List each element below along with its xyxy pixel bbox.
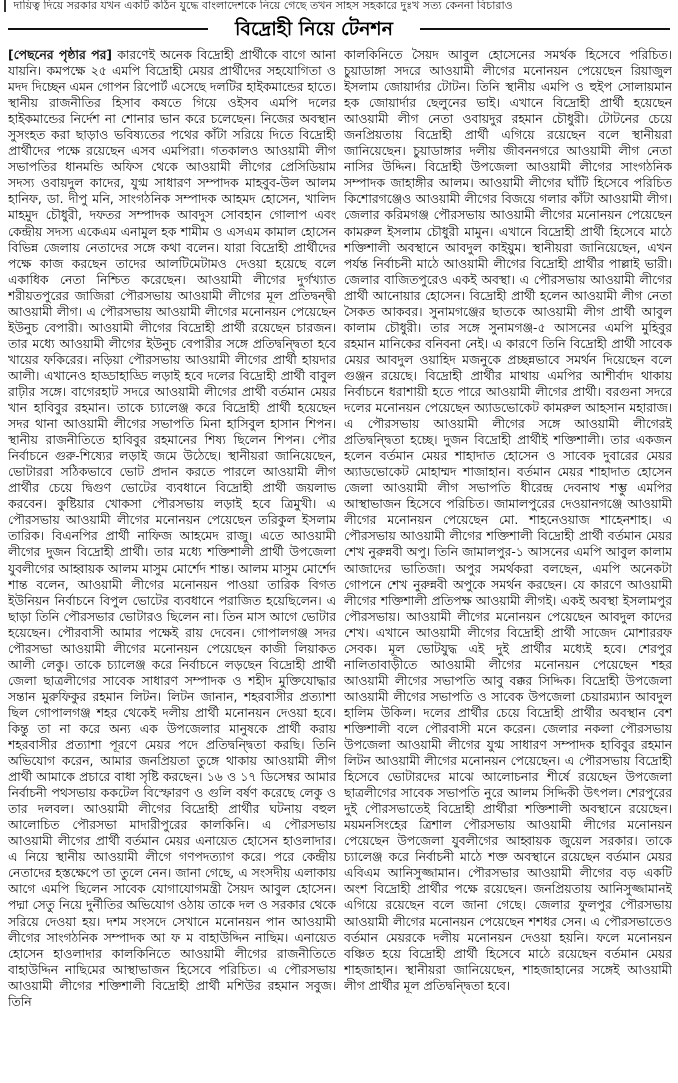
headline-rule-left	[8, 28, 208, 30]
article-paragraph-2	[344, 47, 672, 994]
continued-from-label: [পেছনের পৃষ্ঠার পর]	[8, 48, 113, 62]
article-body	[8, 47, 672, 1079]
column-2-text: কালকিনিতে সৈয়দ আবুল হোসেনের সমর্থক হিসেবে পরিচিত। চুয়াডাঙ্গা সদরে আওয়ামী লীগের মনোনয়ন পেয়েছেন রিয়াজুল ইসলাম জোয়ার্দার টোটন। তিনি স্থানীয় এমপি ও হুইপ সোলায়মান হক জোয়ার্দার ছেলুনের ভাই। এখানে বিদ্রোহী প্রার্থী হয়েছেন আওয়ামী লীগ নেতা ওবায়দুর রহমান চৌধুরী। টোটনের চেয়ে জনপ্রিয়তায় বিদ্রোহী প্রার্থী এগিয়ে রয়েছেন বলে স্থানীয়রা জানিয়েছেন। চুয়াডাঙ্গার দলীয় জীবননগরে আওয়ামী লীগ নেতা নাসির উদ্দিন। বিদ্রোহী উপজেলা আওয়ামী লীগের সাংগঠনিক সম্পাদক জাহাঙ্গীর আলম। আওয়ামী লীগের ঘাঁটি হিসেবে পরিচিত কিশোরগঞ্জেও আওয়ামী লীগের বিজয়ে গলার কাঁটা আওয়ামী লীগ। জেলার করিমগঞ্জ পৌরসভায় আওয়ামী লীগের মনোনয়ন পেয়েছেন কামরুল ইসলাম চৌধুরী মামুন। এখানে বিদ্রোহী প্রার্থী হিসেবে মাঠে শক্তিশালী অবস্থানে আবদুল কাইয়ুম। স্থানীয়রা জানিয়েছেন, এখন পর্যন্ত নির্বাচনী মাঠে আওয়ামী লীগের বিদ্রোহী প্রার্থীর পাল্লাই ভারী। জেলার বাজিতপুরেও একই অবস্থা। এ পৌরসভায় আওয়ামী লীগের প্রার্থী আনোয়ার হোসেন। বিদ্রোহী প্রার্থী হলেন আওয়ামী লীগ নেতা সৈকত আকবর। সুনামগঞ্জের ছাতকে আওয়ামী লীগ প্রার্থী আবুল কালাম চৌধুরী। তার সঙ্গে সুনামগঞ্জ-৫ আসনের এমপি মুহিবুর রহমান মানিকের বনিবনা নেই। এ কারণে তিনি বিদ্রোহী প্রার্থী সাবেক মেয়র আবদুল ওয়াহিদ মজনুকে প্রচ্ছন্নভাবে সমর্থন দিয়েছেন বলে গুঞ্জন রয়েছে। বিদ্রোহী প্রার্থীর মাথায় এমপির আশীর্বাদ থাকায় নির্বাচনে ধরাশায়ী হতে পারে আওয়ামী লীগের প্রার্থী। বরগুনা সদরে দলের মনোনয়ন পেয়েছেন অ্যাডভোকেট কামরুল আহসান মহারাজ। এ পৌরসভায় আওয়ামী লীগের সঙ্গে আওয়ামী লীগেরই প্রতিদ্বন্দ্বিতা হচ্ছে। দুজন বিদ্রোহী প্রার্থীই শক্তিশালী। তার একজন হলেন বর্তমান মেয়র শাহাদাত হোসেন ও সাবেক দুবারের মেয়র অ্যাডভোকেট মোহাম্মদ শাজাহান। বর্তমান মেয়র শাহাদাত হোসেন জেলা আওয়ামী লীগ সভাপতি ধীরেন্দ্র দেবনাথ শম্ভু এমপির আস্থাভাজন হিসেবে পরিচিত। জামালপুরের দেওয়ানগঞ্জে আওয়ামী লীগের মনোনয়ন পেয়েছেন মো. শাহনেওয়াজ শাহেনশাহ। এ পৌরসভায় আওয়ামী লীগের শক্তিশালী বিদ্রোহী প্রার্থী বর্তমান মেয়র শেখ নুরুন্নবী অপু। তিনি জামালপুর-১ আসনের এমপি আবুল কালাম আজাদের ভাতিজা। অপুর সমর্থকরা বলছেন, এমপি অনেকটা গোপনে শেখ নুরুন্নবী অপুকে সমর্থন করছেন। যে কারণে আওয়ামী লীগের শক্তিশালী প্রতিপক্ষ আওয়ামী লীগই। একই অবস্থা ইসলামপুর পৌরসভায়। আওয়ামী লীগের মনোনয়ন পেয়েছেন আবদুল কাদের শেখ। এখানে আওয়ামী লীগের বিদ্রোহী প্রার্থী সাজেদ মোশাররফ সেবক। মূল ভোটযুদ্ধ এই দুই প্রার্থীর মধ্যেই হবে। শেরপুর নালিতাবাড়ীতে আওয়ামী লীগের মনোনয়ন পেয়েছেন শহর আওয়ামী লীগের সভাপতি আবু বক্কর সিদ্দিক। বিদ্রোহী উপজেলা আওয়ামী লীগের সভাপতি ও সাবেক উপজেলা চেয়ারম্যান আবদুল হালিম উকিল। দলের প্রার্থীর চেয়ে বিদ্রোহী প্রার্থীর অবস্থান বেশ শক্তিশালী বলে পৌরবাসী মনে করেন। জেলার নকলা পৌরসভায় উপজেলা আওয়ামী লীগের যুগ্ম সাধারণ সম্পাদক হাবিবুর রহমান লিটন আওয়ামী লীগের মনোনয়ন পেয়েছেন। এ পৌরসভায় বিদ্রোহী হিসেবে ভোটারদের মাঝে আলোচনার শীর্ষে রয়েছেন উপজেলা ছাত্রলীগের সাবেক সভাপতি নুরে আলম সিদ্দিকী উৎপল। শেরপুরের দুই পৌরসভাতেই বিদ্রোহী প্রার্থীরা শক্তিশালী অবস্থানে রয়েছেন। ময়মনসিংহের ত্রিশাল পৌরসভায় আওয়ামী লীগের মনোনয়ন পেয়েছেন উপজেলা যুবলীগের আহ্বায়ক জুয়েল সরকার। তাকে চ্যালেঞ্জ করে নির্বাচনী মাঠে শক্ত অবস্থানে রয়েছেন বর্তমান মেয়র এবিএম আনিসুজ্জামান। পৌরসভার আওয়ামী লীগের বড় একটি অংশ বিদ্রোহী প্রার্থীর পক্ষে রয়েছেন। জনপ্রিয়তায় আনিসুজ্জামানই এগিয়ে রয়েছেন বলে জানা গেছে। জেলার ফুলপুর পৌরসভায় আওয়ামী লীগের মনোনয়ন পেয়েছেন শশধর সেন। এ পৌরসভাতেও বর্তমান মেয়রকে দলীয় মনোনয়ন দেওয়া হয়নি। ফলে মনোনয়ন বঞ্চিত হয়ে বিদ্রোহী প্রার্থী হিসেবে মাঠে রয়েছেন বর্তমান মেয়র শাহজাহান। স্থানীয়রা জানিয়েছেন, শাহজাহানের সঙ্গেই আওয়ামী লীগ প্রার্থীর মূল প্রতিদ্বন্দ্বিতা হবে।	[344, 48, 672, 993]
column-divider	[4, 0, 6, 12]
article-paragraph-1	[8, 47, 336, 1010]
article-headline: বিদ্রোহী নিয়ে টেনশন	[234, 18, 393, 40]
headline-row	[0, 15, 678, 43]
article-column-2	[344, 47, 672, 1079]
previous-article-strip	[0, 0, 678, 14]
column-1-text: কারণেই অনেক বিদ্রোহী প্রার্থীকে বাগে আনা যায়নি। কমপক্ষে ২৫ এমপি বিদ্রোহী মেয়র প্রার্থীদের সহযোগিতা ও মদদ দিচ্ছেন এমন গোপন রিপোর্ট এসেছে দলটির হাইকমান্ডের হাতে। স্থানীয় রাজনীতির হিসাব কষতে গিয়ে ওইসব এমপি দলের হাইকমান্ডের নির্দেশ না শোনার ভান করে চলেছেন। নিজের অবস্থান সুসংহত করা ছাড়াও ভবিষ্যতের পথের কাঁটা সরিয়ে দিতে বিদ্রোহী প্রার্থীদের পক্ষে রয়েছেন এসব এমপিরা। গতকালও আওয়ামী লীগ সভাপতির ধানমন্ডি অফিস থেকে আওয়ামী লীগের প্রেসিডিয়াম সদস্য ওবায়দুল কাদের, যুগ্ম সাধারণ সম্পাদক মাহবুব-উল আলম হানিফ, ডা. দীপু মনি, সাংগঠনিক সম্পাদক আহমদ হোসেন, খালিদ মাহমুদ চৌধুরী, দফতর সম্পাদক আবদুস সোবহান গোলাপ এবং কেন্দ্রীয় সদস্য একেএম এনামুল হক শামীম ও এসএম কামাল হোসেন বিভিন্ন জেলায় নেতাদের সঙ্গে কথা বলেন। যারা বিদ্রোহী প্রার্থীদের পক্ষে কাজ করছেন তাদের আলটিমেটামও দেওয়া হয়েছে বলে একাধিক নেতা নিশ্চিত করেছেন। আওয়ামী লীগের দুর্গখ্যাত শরীয়তপুরের জাজিরা পৌরসভায় আওয়ামী লীগের মূল প্রতিদ্বন্দ্বী আওয়ামী লীগ। এ পৌরসভায় আওয়ামী লীগের মনোনয়ন পেয়েছেন ইউনুচ বেপারী। আওয়ামী লীগের বিদ্রোহী প্রার্থী রয়েছেন চারজন। তার মধ্যে আওয়ামী লীগের ইউনুচ বেপারীর সঙ্গে প্রতিদ্বন্দ্বিতা হবে খায়ের ফকিরের। নড়িয়া পৌরসভায় আওয়ামী লীগের প্রার্থী হায়দার আলী। এখানেও হাড্ডাহাড্ডি লড়াই হবে দলের বিদ্রোহী প্রার্থী বাবুল রাঢ়ীর সঙ্গে। বাগেরহাট সদরে আওয়ামী লীগের প্রার্থী বর্তমান মেয়র খান হাবিবুর রহমান। তাকে চ্যালেঞ্জ করে বিদ্রোহী প্রার্থী হয়েছেন সদর থানা আওয়ামী লীগের সভাপতি মিনা হাসিবুল হাসান শিপন। স্থানীয় রাজনীতিতে হাবিবুর রহমানের শিষ্য ছিলেন শিপন। পৌর নির্বাচনে গুরু-শিষ্যের লড়াই জমে উঠেছে। স্থানীয়রা জানিয়েছেন, ভোটাররা সঠিকভাবে ভোট প্রদান করতে পারলে আওয়ামী লীগ প্রার্থীর চেয়ে দ্বিগুণ ভোটের ব্যবধানে বিদ্রোহী প্রার্থী জয়লাভ করবেন। কুষ্টিয়ার খোকসা পৌরসভায় লড়াই হবে ত্রিমুখী। এ পৌরসভায় আওয়ামী লীগের মনোনয়ন পেয়েছেন তরিকুল ইসলাম তারিক। বিএনপির প্রার্থী নাফিজ আহমেদ রাজু। এতে আওয়ামী লীগের দুজন বিদ্রোহী প্রার্থী। তার মধ্যে শক্তিশালী প্রার্থী উপজেলা যুবলীগের আহ্বায়ক আলম মাসুম মোর্শেদ শান্ত। আলম মাসুম মোর্শেদ শান্ত বলেন, আওয়ামী লীগের মনোনয়ন পাওয়া তারিক বিগত ইউনিয়ন নির্বাচনে বিপুল ভোটের ব্যবধানে পরাজিত হয়েছিলেন। এ ছাড়া তিনি পৌরসভার ভোটারও ছিলেন না। তিন মাস আগে ভোটার হয়েছেন। পৌরবাসী আমার পক্ষেই রায় দেবেন। গোপালগঞ্জ সদর পৌরসভা আওয়ামী লীগের মনোনয়ন পেয়েছেন কাজী লিয়াকত আলী লেকু। তাকে চ্যালেঞ্জ করে নির্বাচনে লড়ছেন বিদ্রোহী প্রার্থী জেলা ছাত্রলীগের সাবেক সাধারণ সম্পাদক ও শহীদ মুক্তিযোদ্ধার সন্তান মুরুফিকুর রহমান লিটন। লিটন জানান, শহরবাসীর প্রত্যাশা ছিল গোপালগঞ্জ শহর থেকেই দলীয় প্রার্থী মনোনয়ন দেওয়া হবে। কিন্তু তা না করে অন্য এক উপজেলার মানুষকে প্রার্থী করায় শহরবাসীর প্রত্যাশা পূরণে মেয়র পদে প্রতিদ্বন্দ্বিতা করছি। তিনি অভিযোগ করেন, আমার জনপ্রিয়তা তুঙ্গে থাকায় আওয়ামী লীগ প্রার্থী আমাকে প্রচারে বাধা সৃষ্টি করছেন। ১৬ ও ১৭ ডিসেম্বর আমার নির্বাচনী পথসভায় ককটেল বিস্ফোরণ ও গুলি বর্ষণ করেছে লেকু ও তার দলবল। আওয়ামী লীগের বিদ্রোহী প্রার্থীর ঘটনায় বহুল আলোচিত পৌরসভা মাদারীপুরের কালকিনি। এ পৌরসভায় আওয়ামী লীগের প্রার্থী বর্তমান মেয়র এনায়েত হোসেন হাওলাদার। এ নিয়ে স্থানীয় আওয়ামী লীগে গণপদত্যাগ করে। পরে কেন্দ্রীয় নেতাদের হস্তক্ষেপে তা তুলে নেন। জানা গেছে, এ সংসদীয় এলাকায় আগে এমপি ছিলেন সাবেক যোগাযোগমন্ত্রী সৈয়দ আবুল হোসেন। পদ্মা সেতু নিয়ে দুর্নীতির অভিযোগ ওঠায় তাকে দল ও সরকার থেকে সরিয়ে দেওয়া হয়। দশম সংসদে সেখানে মনোনয়ন পান আওয়ামী লীগের সাংগঠনিক সম্পাদক আ ফ ম বাহাউদ্দিন নাছিম। এনায়েত হোসেন হাওলাদার কালকিনিতে আওয়ামী লীগের রাজনীতিতে বাহাউদ্দিন নাছিমের আস্থাভাজন হিসেবে পরিচিত। এ পৌরসভায় আওয়ামী লীগের শক্তিশালী বিদ্রোহী প্রার্থী মশিউর রহমান সবুজ। তিনি	[8, 48, 336, 1009]
headline-rule-right	[420, 28, 670, 30]
article-column-1	[8, 47, 336, 1079]
previous-article-text: দায়িত্ব দিয়ে সরকার যখন একটি কঠিন যুদ্ধে বাংলাদেশকে নিয়ে গেছে তখন সাহস সহকারে দুঃখ সত্য কেননা বিচারাও	[13, 0, 513, 12]
